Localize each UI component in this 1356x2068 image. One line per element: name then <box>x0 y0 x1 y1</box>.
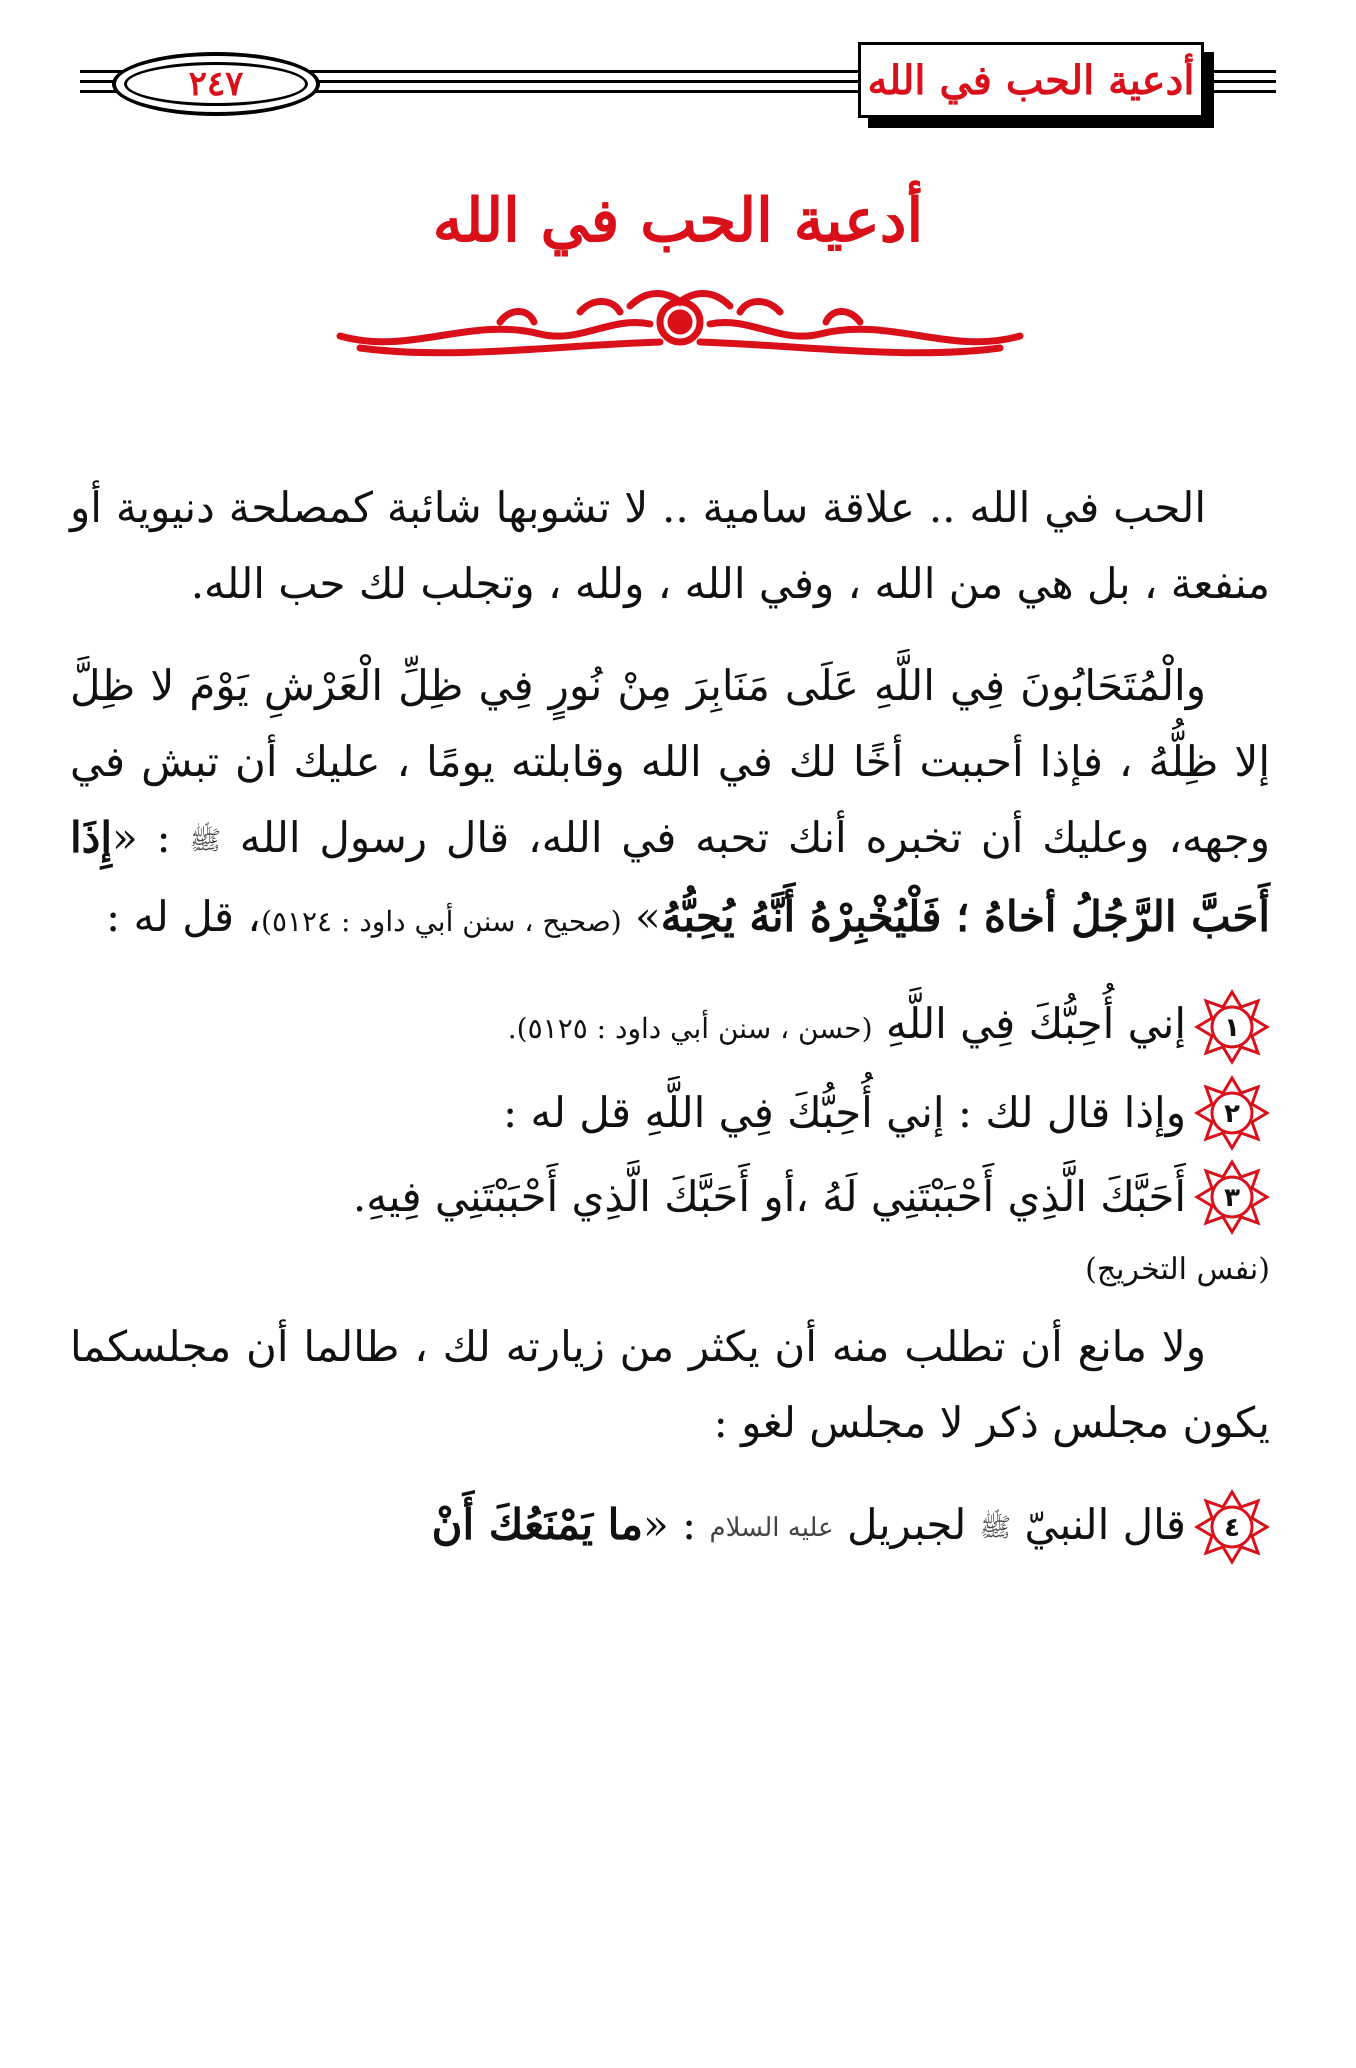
dua-number: ٢ <box>1224 1099 1240 1129</box>
dua-mid: لجبريل <box>847 1500 967 1549</box>
dua-item-2 <box>70 1075 1270 1151</box>
hadith-lead: قال رسول الله <box>239 813 510 862</box>
number-star-icon <box>1194 989 1270 1065</box>
number-star-icon <box>1194 1489 1270 1565</box>
salla-glyph: ﷺ <box>189 826 221 856</box>
number-star-icon <box>1194 1075 1270 1151</box>
paragraph-hadith-text: والْمُتَحَابُونَ فِي اللَّهِ عَلَى مَنَابِرَ مِنْ نُورٍ فِي ظِلِّ الْعَرْشِ يَوْمَ لا ظِلَّ إلا ظِلُّهُ ، فإذا أحببت أخًا لك في الله وقابلته يومًا ، عليك أن تبش في وجهه، وعليك أن تخبره أنك تحبه في الله، <box>70 661 1270 862</box>
dua-text: إني أُحِبُّكَ فِي اللَّهِ <box>885 999 1186 1048</box>
dua-lead: قال النبيّ <box>1024 1500 1186 1549</box>
dua-text: وإذا قال لك : إني أُحِبُّكَ فِي اللَّهِ قل له : <box>503 1088 1186 1137</box>
alayhi-salam-glyph: عليه السلام <box>709 1513 834 1543</box>
number-star-icon <box>1194 1159 1270 1235</box>
dua-quote: ما يَمْنَعُكَ أَنْ <box>431 1500 643 1549</box>
dua-number: ١ <box>1224 1012 1240 1043</box>
paragraph-visits: ولا مانع أن تطلب منه أن يكثر من زيارته لك ، طالما أن مجلسكما يكون مجلس ذكر لا مجلس لغو : <box>70 1322 1270 1447</box>
paragraph-intro: الحب في الله .. علاقة سامية .. لا تشوبها شائبة كمصلحة دنيوية أو منفعة ، بل هي من الله ، وفي الله ، ولله ، وتجلب لك حب الله. <box>70 483 1270 608</box>
dua-item-1 <box>70 986 1270 1067</box>
reference-note: (نفس التخريج) <box>1085 1252 1270 1287</box>
dua-text: أَحَبَّكَ الَّذِي أَحْبَبْتَنِي لَهُ ،أو أَحَبَّكَ الَّذِي أَحْبَبْتَنِي فِيهِ. <box>352 1172 1186 1221</box>
salla-glyph: ﷺ <box>979 1513 1012 1543</box>
running-title: أدعية الحب في الله <box>867 56 1195 104</box>
hadith-close: » <box>635 892 661 941</box>
dua-number: ٤ <box>1224 1512 1240 1543</box>
dua-item-4 <box>70 1487 1270 1566</box>
chapter-title: أدعية الحب في الله <box>432 186 924 256</box>
hadith-open: : « <box>112 813 190 862</box>
hadith-reference: (صحيح ، سنن أبي داود : ٥١٢٤) <box>261 905 622 938</box>
dua-item-3 <box>70 1159 1270 1235</box>
dua-number: ٣ <box>1224 1183 1240 1213</box>
dua-reference: (حسن ، سنن أبي داود : ٥١٢٥). <box>507 1012 873 1045</box>
page-number: ٢٤٧ <box>188 64 244 104</box>
page-number-badge <box>112 52 320 116</box>
paragraph-hadith-intro <box>70 648 1270 960</box>
hadith-tail: ، قل له : <box>106 892 261 941</box>
dua-open: : « <box>642 1500 710 1549</box>
page-body <box>70 470 1270 1574</box>
running-title-box <box>858 42 1204 118</box>
ornament-divider <box>330 286 1030 362</box>
hadith-quote: إِذَا أَحَبَّ الرَّجُلُ أخاهُ ؛ فَلْيُخْبِرْهُ أَنَّهُ يُحِبُّهُ <box>70 813 1270 941</box>
